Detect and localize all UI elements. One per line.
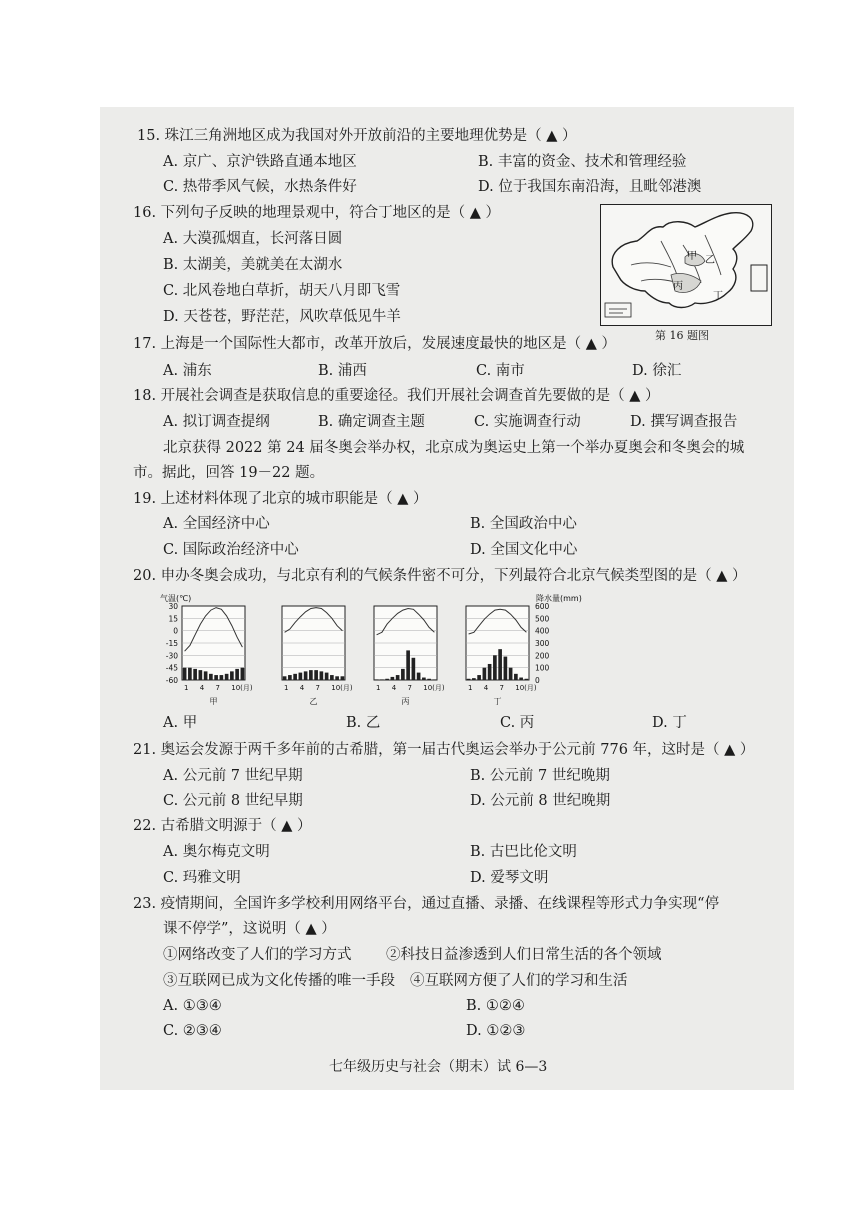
q16-option-c: C. 北风卷地白草折，胡天八月即飞雪 (163, 283, 401, 299)
month-tick-label: 1 (184, 684, 189, 692)
precipitation-bar (335, 676, 339, 680)
precipitation-bar (467, 679, 471, 680)
precipitation-bar (504, 657, 508, 680)
month-tick-label: 7 (499, 684, 504, 692)
precipitation-bar (433, 679, 437, 680)
precipitation-bar (235, 669, 239, 680)
precipitation-tick-label: 500 (535, 614, 550, 624)
temperature-tick-label: -45 (165, 663, 178, 673)
climate-charts-figure (160, 592, 610, 714)
precipitation-bar (325, 673, 329, 680)
precipitation-bar (488, 664, 492, 680)
month-tick-label: 4 (391, 684, 397, 692)
precipitation-bar (330, 675, 334, 680)
q15-option-d: D. 位于我国东南沿海，且毗邻港澳 (478, 179, 702, 195)
q19-option-a: A. 全国经济中心 (163, 516, 270, 532)
month-tick-label: 1 (284, 684, 289, 692)
precipitation-bar (498, 649, 502, 680)
q15-option-a: A. 京广、京沪铁路直通本地区 (163, 154, 357, 170)
precipitation-bar (225, 674, 229, 680)
q21-option-c: C. 公元前 8 世纪早期 (163, 793, 303, 809)
month-tick-label: 10(月) (423, 684, 445, 692)
q21-stem: 21. 奥运会发源于两千多年前的古希腊，第一届古代奥运会举办于公元前 776 年，这时是（ ▲ ） (133, 742, 755, 758)
precipitation-bar (483, 668, 487, 680)
q16-stem: 16. 下列句子反映的地理景观中，符合丁地区的是（ ▲ ） (133, 205, 501, 221)
precipitation-bar (299, 673, 303, 680)
temperature-tick-label: 30 (168, 602, 178, 611)
precipitation-bar (309, 670, 313, 680)
precipitation-bar (314, 670, 318, 680)
precipitation-bar (341, 676, 345, 680)
q16-map-caption: 第 16 题图 (655, 329, 709, 342)
q23-statement-1: ①网络改变了人们的学习方式 (163, 947, 352, 963)
q15-option-c: C. 热带季风气候，水热条件好 (163, 179, 357, 195)
precipitation-bar (288, 675, 292, 680)
q18-option-d: D. 撰写调查报告 (630, 414, 738, 430)
map-label-yi: 乙 (705, 255, 715, 266)
precipitation-tick-label: 100 (535, 663, 550, 673)
q20-option-c: C. 丙 (500, 715, 535, 731)
q20-option-a: A. 甲 (163, 715, 198, 731)
q18-option-a: A. 拟订调查提纲 (163, 414, 270, 430)
precipitation-bar (514, 674, 518, 680)
month-tick-label: 4 (483, 684, 489, 692)
q18-option-c: C. 实施调查行动 (474, 414, 581, 430)
q23-statement-3: ③互联网已成为文化传播的唯一手段 (163, 973, 395, 989)
precipitation-bar (385, 679, 389, 680)
month-tick-label: 4 (299, 684, 305, 692)
precipitation-bar (401, 669, 405, 680)
q23-option-d: D. ①②③ (466, 1023, 526, 1039)
precipitation-tick-label: 600 (535, 602, 550, 611)
q23-option-b: B. ①②④ (466, 998, 525, 1014)
q17-option-c: C. 南市 (476, 363, 525, 379)
map-label-ding: 丁 (713, 291, 723, 302)
q16-option-d: D. 天苍苍，野茫茫，风吹草低见牛羊 (163, 309, 401, 325)
q17-option-b: B. 浦西 (318, 363, 367, 379)
month-tick-label: 10(月) (331, 684, 353, 692)
precipitation-bar (477, 675, 481, 680)
q22-stem: 22. 古希腊文明源于（ ▲ ） (133, 818, 312, 834)
precipitation-bar (204, 671, 208, 680)
climate-charts-svg (160, 592, 610, 714)
climate-panel-label: 甲 (209, 697, 218, 706)
precipitation-bar (417, 673, 421, 680)
q22-option-b: B. 古巴比伦文明 (470, 844, 577, 860)
temperature-tick-label: 0 (173, 626, 178, 636)
q23-option-c: C. ②③④ (163, 1023, 222, 1039)
precipitation-bar (391, 677, 395, 680)
precipitation-bar (396, 675, 400, 680)
q20-stem: 20. 申办冬奥会成功，与北京有利的气候条件密不可分，下列最符合北京气候类型图的是（ ▲ ） (133, 568, 747, 584)
precipitation-bar (406, 650, 410, 680)
q17-option-a: A. 浦东 (163, 363, 212, 379)
q20-option-d: D. 丁 (652, 715, 687, 731)
precipitation-tick-label: 400 (535, 626, 550, 636)
q18-stem: 18. 开展社会调查是获取信息的重要途径。我们开展社会调查首先要做的是（ ▲ ） (133, 388, 660, 404)
temperature-axis-title: 气温(℃) (160, 594, 192, 603)
q21-option-d: D. 公元前 8 世纪晚期 (470, 793, 611, 809)
q19-option-b: B. 全国政治中心 (470, 516, 577, 532)
precipitation-bar (199, 670, 203, 680)
climate-panel-label: 乙 (309, 697, 318, 706)
precipitation-tick-label: 200 (535, 651, 550, 661)
q15-stem: 15. 珠江三角洲地区成为我国对外开放前沿的主要地理优势是（ ▲ ） (137, 128, 577, 144)
precipitation-bar (380, 679, 384, 680)
q16-option-a: A. 大漠孤烟直，长河落日圆 (163, 231, 343, 247)
q23-stem-line-2: 课不停学”，这说明（ ▲ ） (163, 921, 336, 937)
q19-stem: 19. 上述材料体现了北京的城市职能是（ ▲ ） (133, 491, 428, 507)
precipitation-tick-label: 300 (535, 639, 550, 648)
precipitation-bar (412, 658, 416, 680)
precipitation-bar (188, 668, 192, 680)
q18-option-b: B. 确定调查主题 (318, 414, 425, 430)
climate-panel-label: 丙 (401, 697, 410, 706)
climate-panel-label: 丁 (493, 697, 502, 706)
q23-statement-4: ④互联网方便了人们的学习和生活 (410, 973, 628, 989)
q15-option-b: B. 丰富的资金、技术和管理经验 (478, 154, 687, 170)
precipitation-bar (214, 675, 218, 680)
month-tick-label: 10(月) (231, 684, 253, 692)
q22-option-c: C. 玛雅文明 (163, 870, 241, 886)
precipitation-bar (472, 678, 476, 680)
temperature-tick-label: -60 (165, 676, 178, 685)
china-map-figure (600, 204, 772, 326)
month-tick-label: 10(月) (515, 684, 537, 692)
q23-statement-2: ②科技日益渗透到人们日常生活的各个领域 (386, 947, 662, 963)
precipitation-bar (283, 676, 287, 680)
precipitation-bar (193, 669, 197, 680)
china-map-outline (601, 205, 771, 325)
precipitation-bar (509, 668, 513, 680)
precipitation-bar (422, 678, 426, 680)
precipitation-tick-label: 0 (535, 676, 540, 685)
material-line-1: 北京获得 2022 第 24 届冬奥会举办权，北京成为奥运史上第一个举办夏奥会和冬奥会的城 (163, 440, 745, 456)
precipitation-bar (209, 674, 213, 680)
q17-option-d: D. 徐汇 (632, 363, 682, 379)
precipitation-bar (293, 674, 297, 680)
q23-option-a: A. ①③④ (163, 998, 222, 1014)
q21-option-a: A. 公元前 7 世纪早期 (163, 768, 303, 784)
precipitation-bar (493, 655, 497, 680)
month-tick-label: 4 (199, 684, 205, 692)
precipitation-bar (220, 675, 224, 680)
month-tick-label: 1 (468, 684, 473, 692)
month-tick-label: 7 (215, 684, 220, 692)
q16-option-b: B. 太湖美，美就美在太湖水 (163, 257, 343, 273)
page-footer: 七年级历史与社会（期末）试 6—3 (329, 1059, 548, 1075)
month-tick-label: 1 (376, 684, 381, 692)
precipitation-bar (241, 668, 245, 680)
q22-option-a: A. 奥尔梅克文明 (163, 844, 270, 860)
precipitation-bar (375, 679, 379, 680)
map-label-bing: 丙 (673, 281, 683, 292)
month-tick-label: 7 (315, 684, 320, 692)
q21-option-b: B. 公元前 7 世纪晚期 (470, 768, 610, 784)
precipitation-bar (320, 671, 324, 680)
q23-stem-line-1: 23. 疫情期间，全国许多学校利用网络平台，通过直播、录播、在线课程等形式力争实现“停 (133, 896, 720, 912)
q19-option-c: C. 国际政治经济中心 (163, 542, 299, 558)
precipitation-bar (427, 679, 431, 680)
precipitation-bar (183, 668, 187, 680)
precipitation-axis-title: 降水量(mm) (536, 594, 582, 603)
map-label-jia: 甲 (687, 251, 697, 262)
precipitation-bar (525, 679, 529, 680)
q17-stem: 17. 上海是一个国际性大都市，改革开放后，发展速度最快的地区是（ ▲ ） (133, 336, 617, 352)
q20-option-b: B. 乙 (346, 715, 381, 731)
month-tick-label: 7 (407, 684, 412, 692)
temperature-tick-label: -30 (165, 651, 178, 661)
temperature-tick-label: -15 (165, 639, 178, 648)
q22-option-d: D. 爱琴文明 (470, 870, 549, 886)
temperature-tick-label: 15 (168, 614, 178, 624)
precipitation-bar (304, 671, 308, 680)
material-line-2: 市。据此，回答 19－22 题。 (133, 465, 325, 481)
precipitation-bar (519, 678, 523, 680)
q19-option-d: D. 全国文化中心 (470, 542, 578, 558)
precipitation-bar (230, 671, 234, 680)
